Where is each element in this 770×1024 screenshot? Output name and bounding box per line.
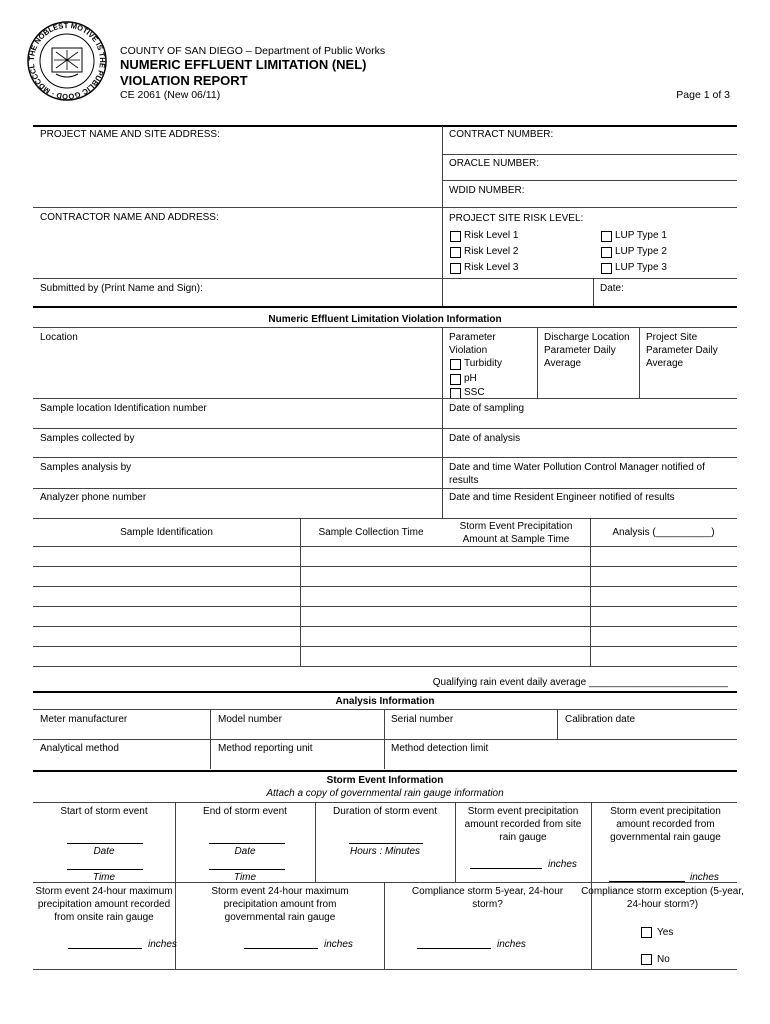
risk-level-1-checkbox[interactable] xyxy=(450,231,461,242)
project-name-label: PROJECT NAME AND SITE ADDRESS: xyxy=(40,129,220,140)
compliance-exception-label: Compliance storm exception (5-year, 24-hour storm?) xyxy=(581,886,744,910)
divider xyxy=(442,126,443,306)
lup-type-1-label: LUP Type 1 xyxy=(615,230,667,241)
divider xyxy=(300,518,301,667)
start-date-line[interactable] xyxy=(67,843,143,844)
rule xyxy=(33,709,737,710)
exception-no-checkbox[interactable] xyxy=(641,954,652,965)
start-date-caption: Date xyxy=(93,846,115,857)
rule xyxy=(442,180,737,181)
end-storm-label: End of storm event xyxy=(203,806,287,817)
table-row xyxy=(33,666,737,667)
contract-number-label: CONTRACT NUMBER: xyxy=(449,129,554,140)
onsite-inches-unit: inches xyxy=(548,859,577,870)
oracle-number-label: ORACLE NUMBER: xyxy=(449,158,540,169)
compliance-inches-unit: inches xyxy=(497,939,526,950)
onsite-precip-label: Storm event precipitation amount recorded from site rain gauge xyxy=(464,806,582,843)
storm-subheading: Attach a copy of governmental rain gauge information xyxy=(266,788,504,799)
analytical-method-label: Analytical method xyxy=(40,743,119,754)
re-notified-label: Date and time Resident Engineer notified of results xyxy=(449,492,675,503)
divider xyxy=(537,327,538,398)
ph-label: pH xyxy=(464,373,477,384)
table-row xyxy=(33,646,737,647)
lup-type-2-label: LUP Type 2 xyxy=(615,246,667,257)
max-govt-inches-unit: inches xyxy=(324,939,353,950)
risk-level-3-checkbox[interactable] xyxy=(450,263,461,274)
discharge-location-label: Discharge Location Parameter Daily Average xyxy=(544,332,630,369)
method-reporting-unit-label: Method reporting unit xyxy=(218,743,313,754)
meter-manufacturer-label: Meter manufacturer xyxy=(40,714,128,725)
duration-line[interactable] xyxy=(349,843,423,844)
rule xyxy=(33,882,737,883)
storm-precip-header: Storm Event Precipitation Amount at Sample Time xyxy=(459,521,573,545)
hours-minutes-caption: Hours : Minutes xyxy=(349,846,421,857)
serial-number-label: Serial number xyxy=(391,714,454,725)
divider xyxy=(590,518,591,667)
start-storm-label: Start of storm event xyxy=(60,806,148,817)
form-number: CE 2061 (New 06/11) xyxy=(120,89,221,101)
page-number: Page 1 of 3 xyxy=(676,89,730,101)
compliance-storm-label: Compliance storm 5-year, 24-hour storm? xyxy=(411,886,564,910)
govt-precip-label: Storm event precipitation amount recorded from governmental rain gauge xyxy=(610,806,721,843)
divider xyxy=(639,327,640,398)
rule xyxy=(33,125,737,127)
sample-location-id-label: Sample location Identification number xyxy=(40,403,207,414)
max-onsite-inches-unit: inches xyxy=(148,939,177,950)
lup-type-3-checkbox[interactable] xyxy=(601,263,612,274)
table-row xyxy=(33,626,737,627)
lup-type-1-checkbox[interactable] xyxy=(601,231,612,242)
date-label: Date: xyxy=(600,283,624,294)
rule xyxy=(33,802,737,803)
rule xyxy=(33,457,737,458)
rule xyxy=(33,739,737,740)
samples-collected-label: Samples collected by xyxy=(40,433,135,444)
compliance-inches-line[interactable] xyxy=(417,948,491,949)
qualifying-rain-label: Qualifying rain event daily average _________________________ xyxy=(432,677,728,688)
date-of-analysis-label: Date of analysis xyxy=(449,433,521,444)
end-time-line[interactable] xyxy=(209,869,285,870)
analysis-header: Analysis (__________) xyxy=(612,527,715,538)
start-time-line[interactable] xyxy=(67,869,143,870)
project-site-label: Project Site Parameter Daily Average xyxy=(646,332,718,369)
divider xyxy=(442,327,443,519)
form-title-1: NUMERIC EFFLUENT LIMITATION (NEL) xyxy=(120,57,367,72)
rule xyxy=(33,327,737,328)
max-govt-inches-line[interactable] xyxy=(244,948,318,949)
divider xyxy=(557,709,558,739)
county-seal xyxy=(26,20,108,102)
ph-checkbox[interactable] xyxy=(450,374,461,385)
table-row xyxy=(33,606,737,607)
rule xyxy=(442,154,737,155)
nel-heading: Numeric Effluent Limitation Violation Information xyxy=(268,314,502,325)
risk-level-2-label: Risk Level 2 xyxy=(464,246,519,257)
rule xyxy=(33,207,737,208)
analyzer-phone-label: Analyzer phone number xyxy=(40,492,147,503)
exception-yes-checkbox[interactable] xyxy=(641,927,652,938)
svg-text:THE NOBLEST MOTIVE IS THE PUBL: THE NOBLEST MOTIVE IS THE PUBLIC GOOD · MDCCCL xyxy=(26,20,108,102)
rule xyxy=(33,691,737,693)
end-time-caption: Time xyxy=(233,872,257,883)
rule xyxy=(33,770,737,772)
risk-level-3-label: Risk Level 3 xyxy=(464,262,519,273)
date-of-sampling-label: Date of sampling xyxy=(449,403,525,414)
model-number-label: Model number xyxy=(218,714,282,725)
govt-inches-unit: inches xyxy=(690,872,719,883)
exception-yes-label: Yes xyxy=(657,927,674,938)
rule xyxy=(33,398,737,399)
rule xyxy=(33,306,737,308)
risk-level-1-label: Risk Level 1 xyxy=(464,230,519,241)
table-row xyxy=(33,546,737,547)
turbidity-checkbox[interactable] xyxy=(450,359,461,370)
wdid-number-label: WDID NUMBER: xyxy=(449,185,525,196)
onsite-inches-line[interactable] xyxy=(470,868,542,869)
start-time-caption: Time xyxy=(92,872,116,883)
sample-id-header: Sample Identification xyxy=(120,527,213,538)
wpcm-notified-label: Date and time Water Pollution Control Manager notified of results xyxy=(449,462,705,486)
divider xyxy=(384,882,385,970)
method-detection-limit-label: Method detection limit xyxy=(391,743,489,754)
lup-type-2-checkbox[interactable] xyxy=(601,247,612,258)
table-row xyxy=(33,586,737,587)
duration-label: Duration of storm event xyxy=(333,806,437,817)
divider xyxy=(593,278,594,306)
divider xyxy=(455,802,456,882)
risk-level-label: PROJECT SITE RISK LEVEL: xyxy=(449,213,584,224)
rule xyxy=(33,428,737,429)
rule xyxy=(33,969,737,970)
form-title-2: VIOLATION REPORT xyxy=(120,73,248,88)
rule xyxy=(33,518,737,519)
location-label: Location xyxy=(40,332,78,343)
ssc-label: SSC xyxy=(464,387,485,398)
calibration-date-label: Calibration date xyxy=(565,714,636,725)
parameter-violation-label: Parameter Violation xyxy=(449,332,496,356)
risk-level-2-checkbox[interactable] xyxy=(450,247,461,258)
samples-analysis-label: Samples analysis by xyxy=(40,462,132,473)
department-line: COUNTY OF SAN DIEGO – Department of Public Works xyxy=(120,45,386,57)
storm-heading: Storm Event Information xyxy=(326,775,444,786)
contractor-label: CONTRACTOR NAME AND ADDRESS: xyxy=(40,212,219,223)
sample-collection-time-header: Sample Collection Time xyxy=(318,527,424,538)
lup-type-3-label: LUP Type 3 xyxy=(615,262,667,273)
max-onsite-inches-line[interactable] xyxy=(68,948,142,949)
max-onsite-label: Storm event 24-hour maximum precipitation amount recorded from onsite rain gauge xyxy=(35,886,173,923)
end-date-caption: Date xyxy=(234,846,256,857)
analysis-heading: Analysis Information xyxy=(335,696,435,707)
exception-no-label: No xyxy=(657,954,670,965)
submitted-by-label: Submitted by (Print Name and Sign): xyxy=(40,283,203,294)
rule xyxy=(33,488,737,489)
rule xyxy=(33,278,737,279)
max-govt-label: Storm event 24-hour maximum precipitation amount from governmental rain gauge xyxy=(211,886,349,923)
turbidity-label: Turbidity xyxy=(464,358,502,369)
table-row xyxy=(33,566,737,567)
end-date-line[interactable] xyxy=(209,843,285,844)
